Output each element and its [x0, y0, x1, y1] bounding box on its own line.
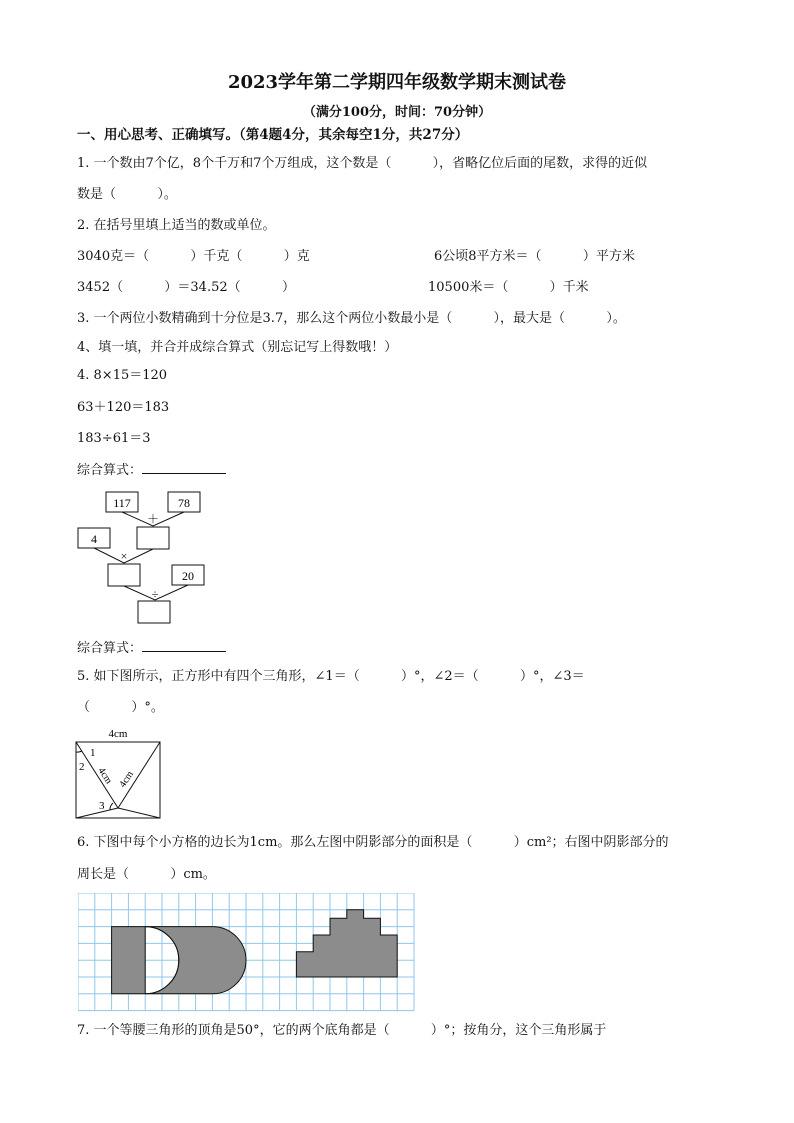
q7-text: 7. 一个等腰三角形的顶角是50°，它的两个底角都是（ ）°；按角分，这个三角形属于	[77, 1023, 607, 1038]
tree-label-20: 20	[182, 569, 194, 583]
tree-box-sum[interactable]	[137, 527, 169, 549]
angle-1-arc	[76, 751, 82, 752]
q4-prompt: 4、填一填，并合并成综合算式（别忘记写上得数哦！）	[77, 340, 398, 355]
angle-3-label: 3	[99, 800, 105, 812]
q1-line-2: 数是（ ）。	[77, 187, 177, 202]
q2-row2-right: 10500米＝（ ）千米	[428, 280, 589, 295]
q5-line-2: （ ）°。	[77, 700, 164, 715]
q5-line-1: 5. 如下图所示，正方形中有四个三角形，∠1＝（ ）°，∠2＝（ ）°，∠3＝	[77, 669, 585, 684]
tree-label-117: 117	[113, 496, 131, 510]
right-diagonal-length: 4cm	[117, 769, 136, 790]
q4-answer-line-1[interactable]	[142, 461, 226, 474]
q2-row1-right: 6公顷8平方米＝（ ）平方米	[434, 249, 635, 264]
page-subtitle: （满分100分，时间：70分钟）	[302, 105, 492, 120]
q4-calc-tree	[70, 488, 210, 628]
top-length-label: 4cm	[108, 728, 128, 740]
q4-answer-line-2[interactable]	[142, 639, 226, 652]
bottom-right-segment	[118, 808, 160, 818]
left-diagonal-length: 4cm	[95, 765, 115, 787]
q4-equation-3: 183÷61＝3	[77, 431, 151, 446]
page-title: 2023学年第二学期四年级数学期末测试卷	[227, 72, 567, 93]
tree-op-times: ×	[120, 549, 128, 563]
tree-box-product[interactable]	[108, 564, 140, 586]
q2-row2-left: 3452（ ）＝34.52（ ）	[77, 280, 295, 295]
q4-equation-2: 63＋120＝183	[77, 400, 170, 415]
tree-op-divide: ÷	[151, 587, 159, 601]
q4-combined-label-2: 综合算式：	[77, 639, 226, 657]
tree-label-4: 4	[91, 532, 97, 546]
section-1-heading: 一、用心思考、正确填写。（第4题4分，其余每空1分，共27分）	[77, 127, 469, 143]
angle-1-label: 1	[90, 747, 96, 759]
square-outline	[76, 742, 160, 818]
tree-label-78: 78	[178, 496, 190, 510]
tree-box-quotient[interactable]	[138, 601, 170, 623]
q2-prompt: 2. 在括号里填上适当的数或单位。	[77, 218, 276, 233]
q6-grid-figure	[78, 893, 416, 1013]
q1-line-1: 1. 一个数由7个亿，8个千万和7个万组成，这个数是（ ），省略亿位后面的尾数，求得的近似	[77, 156, 648, 171]
q6-line-1: 6. 下图中每个小方格的边长为1cm。那么左图中阴影部分的面积是（ ）cm²；右图中阴影部分的	[77, 835, 669, 850]
q4-equation-1: 4. 8×15＝120	[77, 368, 168, 383]
angle-2-label: 2	[79, 761, 85, 773]
q4-combined-label-1: 综合算式：	[77, 461, 226, 479]
q3-text: 3. 一个两位小数精确到十分位是3.7，那么这个两位小数最小是（ ），最大是（ ）。	[77, 311, 626, 326]
q6-line-2: 周长是（ ）cm。	[77, 867, 216, 882]
bottom-left-segment	[76, 808, 118, 818]
q2-row1-left: 3040克＝（ ）千克（ ）克	[77, 249, 310, 264]
tree-op-plus: ＋	[146, 512, 160, 526]
q5-square-figure	[72, 726, 166, 822]
